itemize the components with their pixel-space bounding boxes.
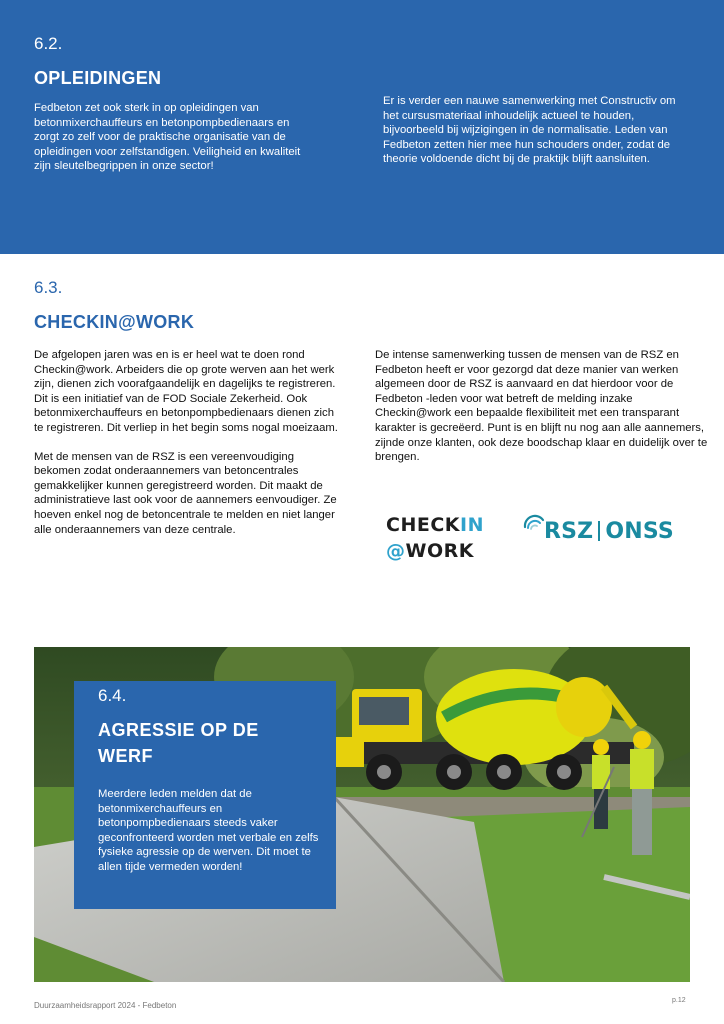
paragraph-left: Fedbeton zet ook sterk in op opleidingen van betonmixerchauffeurs en betonpompbedienaars en zorgt zo zelf voor de praktische organisatie van de opleidingen voor zelfstandigen. Veiligheid en kwaliteit zijn sleutelbegrippen in onze sector! <box>34 102 301 173</box>
section-opleidingen <box>0 0 724 254</box>
logo-text: CHECK <box>386 514 460 536</box>
logo-text: IN <box>460 514 484 536</box>
paragraph: Meerdere leden melden dat de betonmixerchauffeurs en betonpompbedienaars steeds vaker geconfronteerd worden met verbale en zelfs fysieke agressie op de werven. Dit moet te allen tijde vermeden worden! <box>98 788 319 873</box>
section-number: 6.4. <box>98 686 127 705</box>
section-title: CHECKIN@WORK <box>34 312 195 332</box>
checkinatwork-logo <box>386 512 492 568</box>
logo-text: WORK <box>405 540 474 562</box>
section-number: 6.3. <box>34 278 63 297</box>
logo-text: ONSS <box>605 519 674 544</box>
paragraph: De afgelopen jaren was en is er heel wat te doen rond Checkin@work. Arbeiders die op grote werven aan het werk zijn, dienen zich voorafgaandelijk en dagelijks te registreren. Dit is een initiatief van de FOD Sociale Zekerheid. Ook betonmixerchauffeurs en betonpompbedienaars dienen zich te registreren. Dit verliep in het begin soms nogal moeizaam. <box>34 349 338 434</box>
column-left <box>34 348 339 537</box>
section-agressie <box>74 681 336 909</box>
section-number: 6.2. <box>34 34 63 53</box>
footer-report-title: Duurzaamheidsrapport 2024 - Fedbeton <box>34 1001 177 1010</box>
section-title: OPLEIDINGEN <box>34 68 162 88</box>
logo-text: RSZ <box>544 519 594 544</box>
page-number: p.12 <box>672 997 686 1004</box>
logo-divider <box>598 521 600 541</box>
logo-text: @ <box>386 540 406 562</box>
section-title: AGRESSIE OP DE WERF <box>98 720 259 766</box>
paragraph: De intense samenwerking tussen de mensen van de RSZ en Fedbeton heeft er voor gezorgd dat deze manier van werken algemeen door de RSZ is aanvaard en dat hierdoor voor de Fedbeton -leden voor wat betreft de melding inzake Checkin@work een bepaalde flexibiliteit met een transparant karakter is gecreëerd. Punt is en blijft nu nog aan alle aannemers, zijnde onze klanten, ook deze boodschap klaar en duidelijk over te brengen. <box>375 349 708 464</box>
paragraph-right: Er is verder een nauwe samenwerking met Constructiv om het cursusmateriaal inhoudelijk actueel te houden, bijvoorbeeld bij wijzigingen in de normalisatie. Leden van Fedbeton zetten hier mee hun schouders onder, zodat de theorie voldoende dicht bij de praktijk blijft aansluiten. <box>383 95 676 166</box>
column-right <box>375 348 710 465</box>
rsz-onss-logo <box>522 513 672 551</box>
paragraph: Met de mensen van de RSZ is een vereenvoudiging bekomen zodat onderaannemers van betoncentrales gemakkelijker kunnen geregistreerd worden. Dit maakt de administratieve last ook voor de aannemers eenvoudiger. Ze hoeven enkel nog de betoncentrale te melden en niet langer alle onderaannemers van deze centrale. <box>34 450 337 536</box>
